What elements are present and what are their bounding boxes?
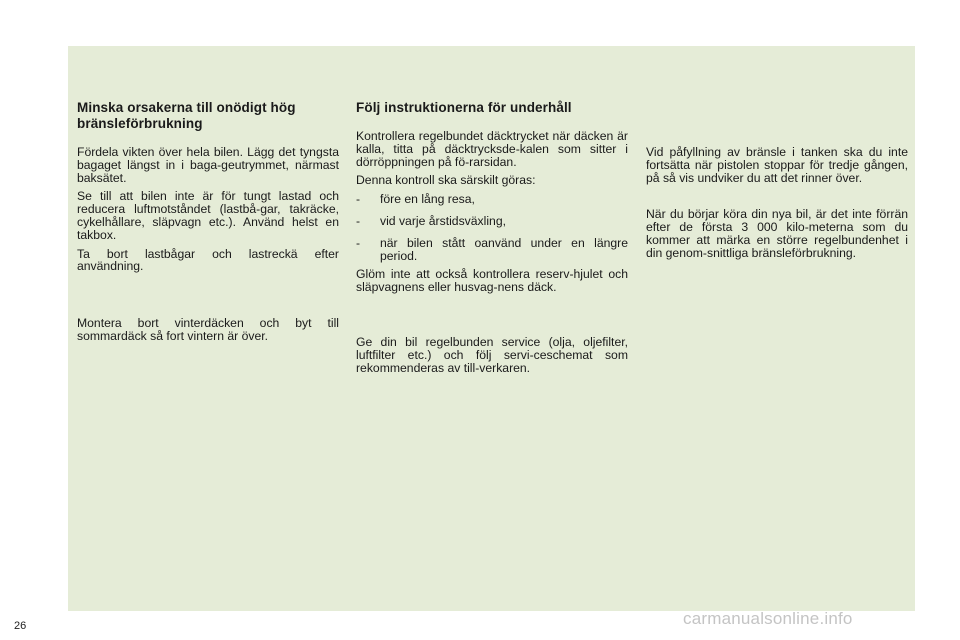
list-dash: - bbox=[356, 235, 361, 250]
section-title-maintenance: Följ instruktionerna för underhåll bbox=[356, 100, 572, 115]
list-item-text: före en lång resa, bbox=[380, 192, 475, 207]
list-item-text: när bilen stått oanvänd under en längre period. bbox=[380, 235, 628, 263]
page-number: 26 bbox=[14, 620, 27, 632]
check-occasions-list bbox=[356, 193, 628, 262]
paragraph-weight-distribution: Fördela vikten över hela bilen. Lägg det tyngsta bagaget längst in i baga-geutrymmet, närmast baksätet. bbox=[77, 145, 339, 185]
watermark: carmanualsonline.info bbox=[683, 609, 853, 628]
paragraph-new-car: När du börjar köra din nya bil, är det inte förrän efter de första 3 000 kilo-meterna som du kommer att märka en större regelbundenhet i din genom-snittliga bränsleförbrukning. bbox=[646, 207, 908, 260]
left-column bbox=[77, 100, 339, 349]
paragraph-remove-racks: Ta bort lastbågar och lastreckä efter användning. bbox=[77, 246, 339, 274]
paragraph-service: Ge din bil regelbunden service (olja, oljefilter, luftfilter etc.) och följ servi-ceschemat som rekommenderas av till-verkaren. bbox=[356, 334, 628, 375]
list-dash: - bbox=[356, 192, 361, 207]
list-item-text: vid varje årstidsväxling, bbox=[380, 213, 506, 228]
list-item bbox=[356, 237, 628, 263]
middle-column bbox=[356, 100, 628, 380]
list-item bbox=[356, 193, 628, 206]
paragraph-refuelling: Vid påfyllning av bränsle i tanken ska du inte fortsätta när pistolen stoppar för tredje gången, på så vis undviker du att det rinner över. bbox=[646, 145, 908, 185]
paragraph-load-reduction: Se till att bilen inte är för tungt lastad och reducera luftmotståndet (lastbå-gar, takräcke, cykelhållare, släpvagn etc.). Använd helst en takbox. bbox=[77, 189, 339, 242]
paragraph-winter-tyres: Montera bort vinterdäcken och byt till sommardäck så fort vintern är över. bbox=[77, 316, 339, 343]
section-title-fuel-consumption: Minska orsakerna till onödigt hög bränsleförbrukning bbox=[77, 100, 296, 131]
paragraph-spare-wheel: Glöm inte att också kontrollera reserv-hjulet och släpvagnens eller husvag-nens däck. bbox=[356, 267, 628, 295]
paragraph-tyre-pressure: Kontrollera regelbundet däcktrycket när däcken är kalla, titta på däcktrycksde-kalen som sitter i dörröppningen på fö-rarsidan. bbox=[356, 129, 628, 169]
paragraph-check-when: Denna kontroll ska särskilt göras: bbox=[356, 173, 536, 188]
list-item bbox=[356, 215, 628, 228]
right-column bbox=[646, 146, 908, 266]
list-dash: - bbox=[356, 213, 361, 228]
